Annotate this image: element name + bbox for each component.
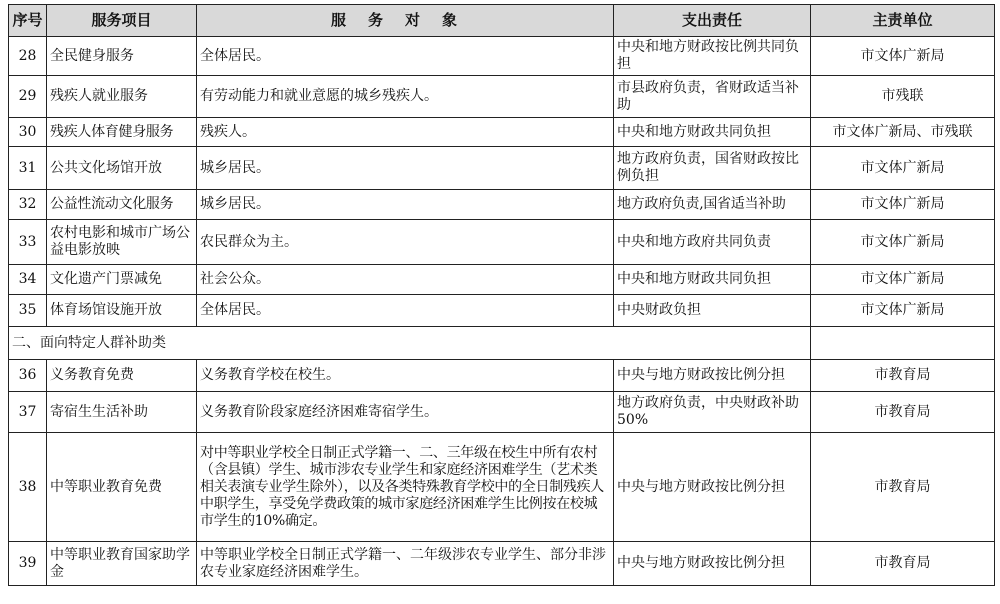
table-row — [9, 433, 995, 542]
row-unit: 市文体广新局 — [811, 190, 995, 220]
row-no: 36 — [9, 360, 47, 392]
row-target: 城乡居民。 — [197, 147, 614, 190]
row-expense: 地方政府负责，国省财政按比例负担 — [614, 147, 811, 190]
row-item: 中等职业教育免费 — [47, 433, 197, 542]
table-row — [9, 76, 995, 118]
row-item: 义务教育免费 — [47, 360, 197, 392]
table-row — [9, 542, 995, 586]
table-row — [9, 37, 995, 76]
row-target: 残疾人。 — [197, 118, 614, 147]
header-item: 服务项目 — [47, 5, 197, 37]
row-no: 37 — [9, 392, 47, 433]
row-no: 38 — [9, 433, 47, 542]
row-target: 城乡居民。 — [197, 190, 614, 220]
row-unit: 市教育局 — [811, 360, 995, 392]
table-row — [9, 295, 995, 327]
row-expense: 地方政府负责，中央财政补助50% — [614, 392, 811, 433]
row-target: 全体居民。 — [197, 37, 614, 76]
table-row — [9, 220, 995, 265]
row-expense: 中央与地方财政按比例分担 — [614, 542, 811, 586]
row-no: 34 — [9, 265, 47, 295]
row-item: 残疾人就业服务 — [47, 76, 197, 118]
row-item: 公益性流动文化服务 — [47, 190, 197, 220]
row-item: 农村电影和城市广场公益电影放映 — [47, 220, 197, 265]
row-no: 33 — [9, 220, 47, 265]
row-item: 文化遗产门票减免 — [47, 265, 197, 295]
row-expense: 中央与地方财政按比例分担 — [614, 433, 811, 542]
table-row — [9, 265, 995, 295]
row-unit: 市文体广新局、市残联 — [811, 118, 995, 147]
section-empty-cell — [811, 327, 995, 360]
row-unit: 市文体广新局 — [811, 37, 995, 76]
table-row — [9, 392, 995, 433]
row-no: 31 — [9, 147, 47, 190]
header-unit: 主责单位 — [811, 5, 995, 37]
row-expense: 市县政府负责，省财政适当补助 — [614, 76, 811, 118]
row-no: 30 — [9, 118, 47, 147]
row-no: 39 — [9, 542, 47, 586]
row-target: 社会公众。 — [197, 265, 614, 295]
row-unit: 市教育局 — [811, 392, 995, 433]
row-unit: 市文体广新局 — [811, 295, 995, 327]
table-row — [9, 360, 995, 392]
row-expense: 中央和地方政府共同负责 — [614, 220, 811, 265]
table-row — [9, 147, 995, 190]
section-row — [9, 327, 995, 360]
row-expense: 中央与地方财政按比例分担 — [614, 360, 811, 392]
service-table — [8, 4, 995, 586]
row-expense: 中央和地方财政按比例共同负担 — [614, 37, 811, 76]
row-expense: 地方政府负责,国省适当补助 — [614, 190, 811, 220]
row-expense: 中央和地方财政共同负担 — [614, 265, 811, 295]
row-item: 寄宿生生活补助 — [47, 392, 197, 433]
header-row — [9, 5, 995, 37]
row-item: 体育场馆设施开放 — [47, 295, 197, 327]
row-target: 农民群众为主。 — [197, 220, 614, 265]
row-unit: 市教育局 — [811, 542, 995, 586]
section-title: 二、面向特定人群补助类 — [9, 327, 811, 360]
row-expense: 中央财政负担 — [614, 295, 811, 327]
row-unit: 市文体广新局 — [811, 147, 995, 190]
header-expense: 支出责任 — [614, 5, 811, 37]
row-target: 对中等职业学校全日制正式学籍一、二、三年级在校生中所有农村（含县镇）学生、城市涉农专业学生和家庭经济困难学生（艺术类相关表演专业学生除外），以及各类特殊教育学校中的全日制残疾人中职学生，享受免学费政策的城市家庭经济困难学生比例按在校城市学生的10%确定。 — [197, 433, 614, 542]
header-target: 服务对象 — [197, 5, 614, 37]
header-no: 序号 — [9, 5, 47, 37]
row-no: 29 — [9, 76, 47, 118]
row-item: 公共文化场馆开放 — [47, 147, 197, 190]
row-target: 中等职业学校全日制正式学籍一、二年级涉农专业学生、部分非涉农专业家庭经济困难学生。 — [197, 542, 614, 586]
row-target: 有劳动能力和就业意愿的城乡残疾人。 — [197, 76, 614, 118]
row-target: 全体居民。 — [197, 295, 614, 327]
row-item: 残疾人体育健身服务 — [47, 118, 197, 147]
row-no: 28 — [9, 37, 47, 76]
row-target: 义务教育学校在校生。 — [197, 360, 614, 392]
row-unit: 市文体广新局 — [811, 265, 995, 295]
row-item: 全民健身服务 — [47, 37, 197, 76]
row-no: 32 — [9, 190, 47, 220]
row-unit: 市教育局 — [811, 433, 995, 542]
row-unit: 市文体广新局 — [811, 220, 995, 265]
row-expense: 中央和地方财政共同负担 — [614, 118, 811, 147]
row-target: 义务教育阶段家庭经济困难寄宿学生。 — [197, 392, 614, 433]
table-row — [9, 190, 995, 220]
row-item: 中等职业教育国家助学金 — [47, 542, 197, 586]
row-unit: 市残联 — [811, 76, 995, 118]
table-row — [9, 118, 995, 147]
row-no: 35 — [9, 295, 47, 327]
